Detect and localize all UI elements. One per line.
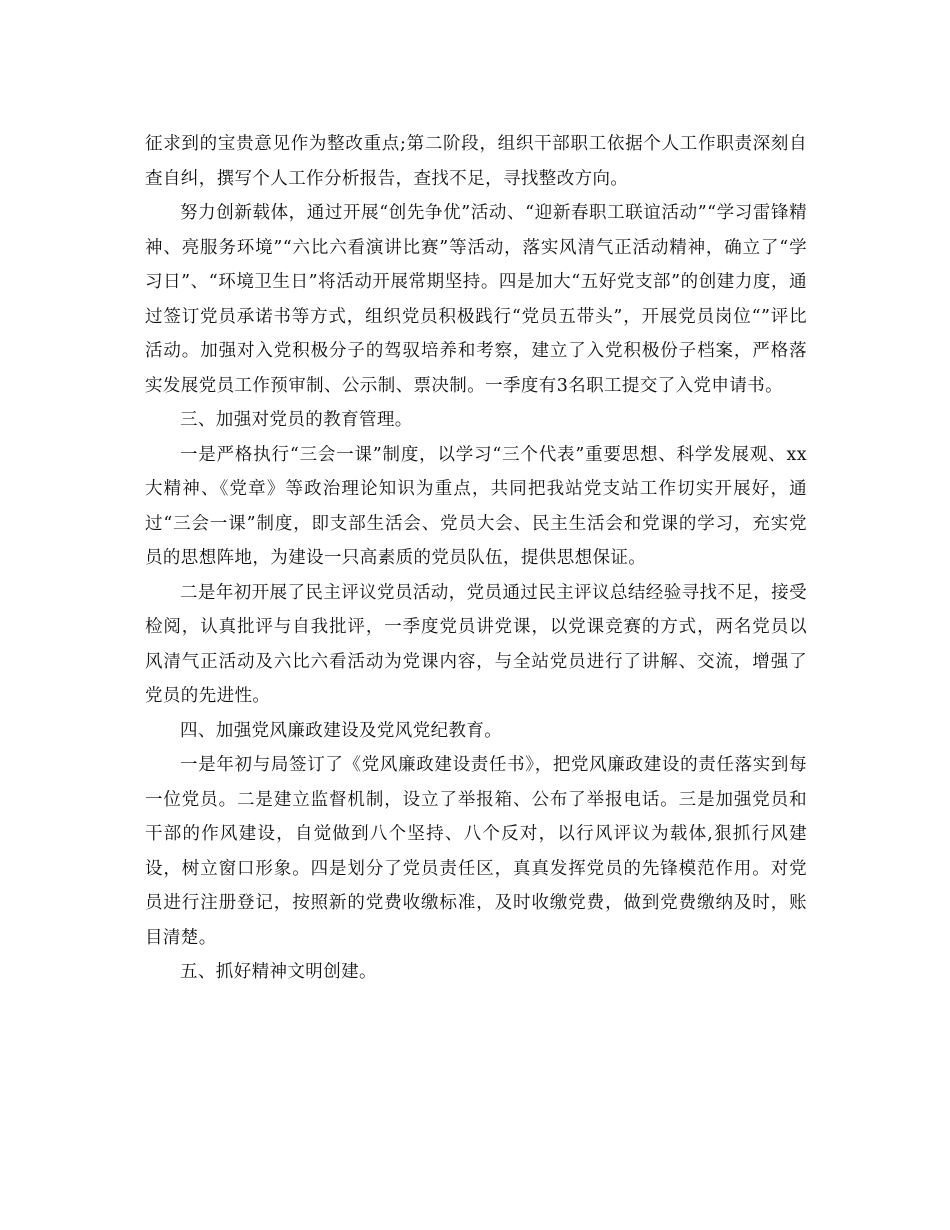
section-heading-3: 三、加强对党员的教育管理。	[180, 410, 413, 430]
paragraph-4: 一是严格执行“三会一课”制度，以学习“三个代表”重要思想、科学发展观、xx大精神、《党章》等政治理论知识为重点，共同把我站党支站工作切实开展好，通过“三会一课”制度，即支部生活会、党员大会、民主生活会和党课的学习，充实党员的思想阵地，为建设一只高素质的党员队伍，提供思想保证。	[145, 444, 807, 568]
document-body	[145, 127, 807, 990]
paragraph-5: 二是年初开展了民主评议党员活动，党员通过民主评议总结经验寻找不足，接受检阅，认真批评与自我批评，一季度党员讲党课，以党课竞赛的方式，两名党员以风清气正活动及六比六看活动为党课内容，与全站党员进行了讲解、交流，增强了党员的先进性。	[145, 582, 807, 706]
section-heading-4: 四、加强党风廉政建设及党风党纪教育。	[180, 720, 503, 741]
paragraph-2: 努力创新载体，通过开展“创先争优”活动、“迎新春职工联谊活动”“学习雷锋精神、亮服务环境”“六比六看演讲比赛”等活动，落实风清气正活动精神，确立了“学习日”、“环境卫生日”将活动开展常期坚持。四是加大“五好党支部”的创建力度，通过签订党员承诺书等方式，组织党员积极践行“党员五带头”，开展党员岗位“”评比活动。加强对入党积极分子的驾驭培养和考察，建立了入党积极份子档案，严格落实发展党员工作预审制、公示制、票决制。一季度有3名职工提交了入党申请书。	[145, 203, 807, 396]
paragraph-7: 一是年初与局签订了《党风廉政建设责任书》，把党风廉政建设的责任落实到每一位党员。二是建立监督机制，设立了举报箱、公布了举报电话。三是加强党员和干部的作风建设，自觉做到八个坚持、八个反对，以行风评议为载体,狠抓行风建设，树立窗口形象。四是划分了党员责任区，真真发挥党员的先锋模范作用。对党员进行注册登记，按照新的党费收缴标准，及时收缴党费，做到党费缴纳及时，账目清楚。	[145, 755, 807, 948]
paragraph-1: 征求到的宝贵意见作为整改重点;第二阶段，组织干部职工依据个人工作职责深刻自查自纠，撰写个人工作分析报告，查找不足，寻找整改方向。	[145, 134, 807, 189]
section-heading-5: 五、抓好精神文明创建。	[180, 962, 377, 982]
